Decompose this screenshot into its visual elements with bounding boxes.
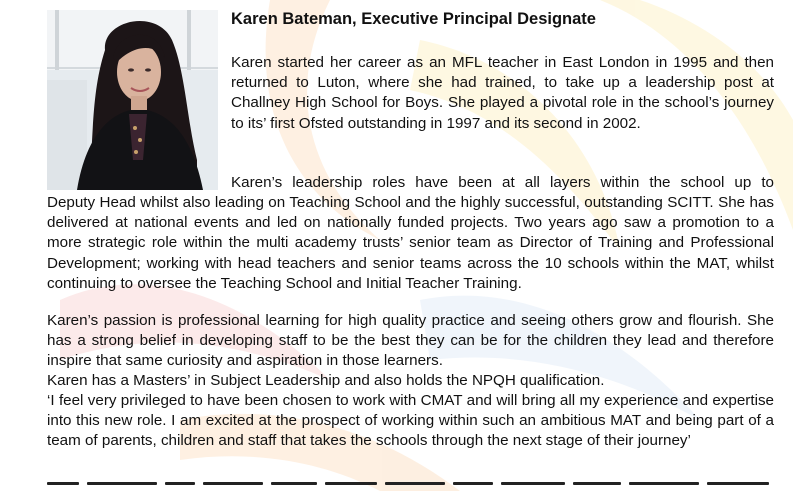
bio-paragraph-leadership: Deputy Head whilst also leading on Teaching School and the highly successful, outstanding SCITT. She has delivered at national events and led on nationally funded projects. Two years ago saw a promotion to a more strategic role within the multi academy trusts’ senior team as Director of Training and Professional Development; working with head teachers and senior teams across the 10 schools within the MAT, whilst continuing to oversee the Teaching School and Initial Teacher Training. <box>47 194 774 292</box>
bio-paragraph-qualifications: Karen has a Masters’ in Subject Leadership and also holds the NPQH qualification. <box>47 372 605 389</box>
bio-paragraph-leadership-first-line: Karen’s leadership roles have been at all layers within the school up to <box>231 174 774 191</box>
quote-paragraph: ‘I feel very privileged to have been chosen to work with CMAT and will bring all my experience and expertise into this new role. I am excited at the prospect of working within such an ambitious MAT and being part of a team of parents, children and staff that takes the schools through the next stage of their journey’ <box>47 392 774 450</box>
cropped-text-line <box>47 481 774 491</box>
bio-paragraph-passion: Karen’s passion is professional learning for high quality practice and seeing others grow and flourish. She has a strong belief in developing staff to be the best they can be for the children they lead and therefore inspire that same curiosity and aspiration in those learners. <box>47 312 774 370</box>
bio-paragraph-career-start: Karen started her career as an MFL teacher in East London in 1995 and then returned to Luton, where she had trained, to take up a leadership post at Challney High School for Boys. She played a pivotal role in the school’s journey to its’ first Ofsted outstanding in 1997 and its second in 2002. <box>231 54 774 132</box>
profile-photo <box>47 10 218 190</box>
profile-heading: Karen Bateman, Executive Principal Designate <box>231 10 596 28</box>
